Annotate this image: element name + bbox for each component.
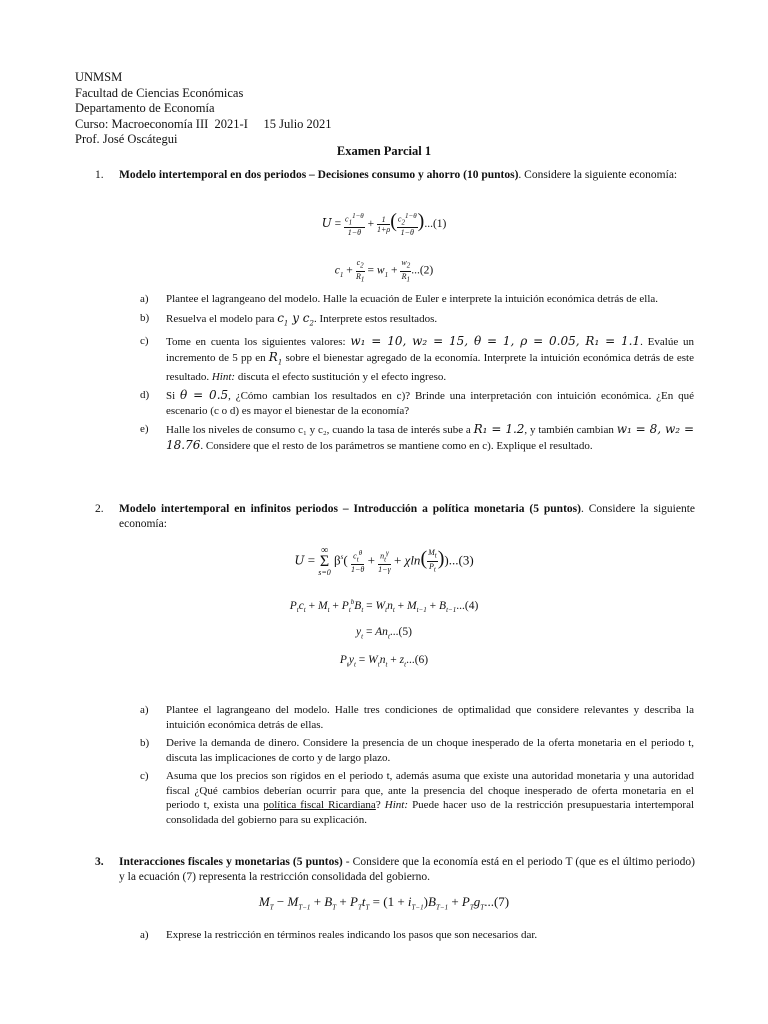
list-item: a) Plantee el lagrangeano del modelo. Halle la ecuación de Euler e interprete la intuición económica detrás de ella. [140,293,659,305]
department-name: Departamento de Economía [75,101,215,115]
list-item: e) Halle los niveles de consumo c₁ y c₂, cuando la tasa de interés sube a R₁ = 1.2, y también cambian w₁ = 8, w₂ = 18.76. Considere que el resto de los parámetros se mantiene como en c). Explique el resultado. [140,422,694,452]
university-name: UNMSM [75,70,123,84]
list-item: b) Derive la demanda de dinero. Considere la presencia de un choque inesperado de la oferta monetaria en el periodo t, discuta las implicaciones de corto y de largo plazo. [140,737,694,764]
list-item: c) Tome en cuenta los siguientes valores: w₁ = 10, w₂ = 15, θ = 1, ρ = 0.05, R₁ = 1.1. Evalúe un incremento de 5 pp en $R_1$ sobre el bienestar agregado de la economía. Interprete la intuición económica detrás de este resultado. Hint: discuta el efecto sustitución y el efecto ingreso. [140,334,694,383]
question-heading: Modelo intertemporal en infinitos periodos – Introducción a política monetaria (5 puntos) [119,503,581,515]
question-3 [95,855,695,885]
equation-tag: ...(2) [411,264,434,277]
exam-title: Examen Parcial 1 [336,144,432,158]
equation-tag: ...(1) [424,218,447,230]
question-2 [95,502,695,532]
course-line: Curso: Macroeconomía III 2021-I 15 Julio 2021 [75,116,332,131]
equation-tag: ...(3) [448,552,474,568]
list-item: c) Asuma que los precios son rígidos en el periodo t, además asuma que existe una autoridad monetaria y una autoridad fiscal ¿Qué cambios deberían ocurrir para que, ante la presencia del choque inesperado de oferta monetaria en el periodo t, exista una política fiscal Ricardiana? Hint: Puede hacer uso de la restricción presupuestaria intertemporal consolidada del gobierno para su explicación. [140,770,695,826]
list-item: a) Plantee el lagrangeano del modelo. Halle tres condiciones de optimalidad que considere relevantes y describa la intuición económica detrás de ellas. [140,704,694,731]
equation-6: $P_ty_t = W_tn_t + z_t...(6)$ [339,654,429,669]
equation-4: $P_tc_t + M_t + P_t^bB_t = W_tn_t + M_{t-1} + B_{t-1}...(4)$ [289,598,479,615]
ricardian-policy-term: política fiscal Ricardiana [263,799,376,811]
equation-tag: ...(6) [406,654,429,666]
equation-tag: ...(7) [484,894,510,909]
equation-7: $M_T - M_{T-1} + B_T + P_Tt_T = (1 + i_{T-1})B_{T-1} + P_Tg_T...(7)$ [258,894,510,912]
equation-tag: ...(5) [389,626,412,638]
question-intro: . Considere la siguiente economía: [518,169,678,181]
faculty-name: Facultad de Ciencias Económicas [75,85,244,100]
equation-2: $c_1$ + $\frac{c_2}{R_1}$ = $w_1$ + $\frac{w_2}{R_1}$ ...(2) [334,258,434,284]
question-heading: Interacciones fiscales y monetarias (5 puntos) [119,856,343,868]
question-number: 2. [95,503,104,515]
list-item: a) Exprese la restricción en términos reales indicando los pasos que son necesarios dar. [140,929,538,941]
equation-3: U = ∞ Σ s=0 $\beta^s$( $\frac{c_t^\theta}{1-\theta}$ + $\frac{n_t^\gamma}{1-\gamma}$ + χln( $\frac{M_t}{P_t}$ ))...(3) [294,545,474,577]
question-3-items [140,928,694,947]
question-heading: Modelo intertemporal en dos periodos – Decisiones consumo y ahorro (10 puntos) [119,169,519,181]
equation-tag: ...(4) [456,599,479,612]
equation-5: $y_t = An_t...(5)$ [356,626,412,641]
question-number: 3. [95,856,104,868]
question-1-items [140,292,694,457]
list-item: b) Resuelva el modelo para $c_1$ y $c_2$. Interprete estos resultados. [140,310,438,327]
question-1 [95,168,695,183]
equation-1: U = $\frac{c_1^{1-\theta}}{1-\theta}$ + $\frac{1}{1+\rho}$ ( $\frac{c_2^{1-\theta}}{1-\theta}$ )...(1) [321,210,447,237]
document-header [75,70,332,148]
question-number: 1. [95,169,104,181]
question-2-items [140,703,694,831]
question-intro: . Considere la siguiente economía: [119,503,695,530]
list-item: d) Si θ = 0.5, ¿Cómo cambian los resultados en c)? Brinde una interpretación con intuición económica. ¿En qué escenario (c o d) es mayor el bienestar de la economía? [140,388,694,417]
question-intro: - Considere que la economía está en el periodo T (que es el último periodo) y la ecuación (7) representa la restricción consolidada del gobierno. [119,856,695,883]
professor-name: Prof. José Oscátegui [75,132,178,146]
